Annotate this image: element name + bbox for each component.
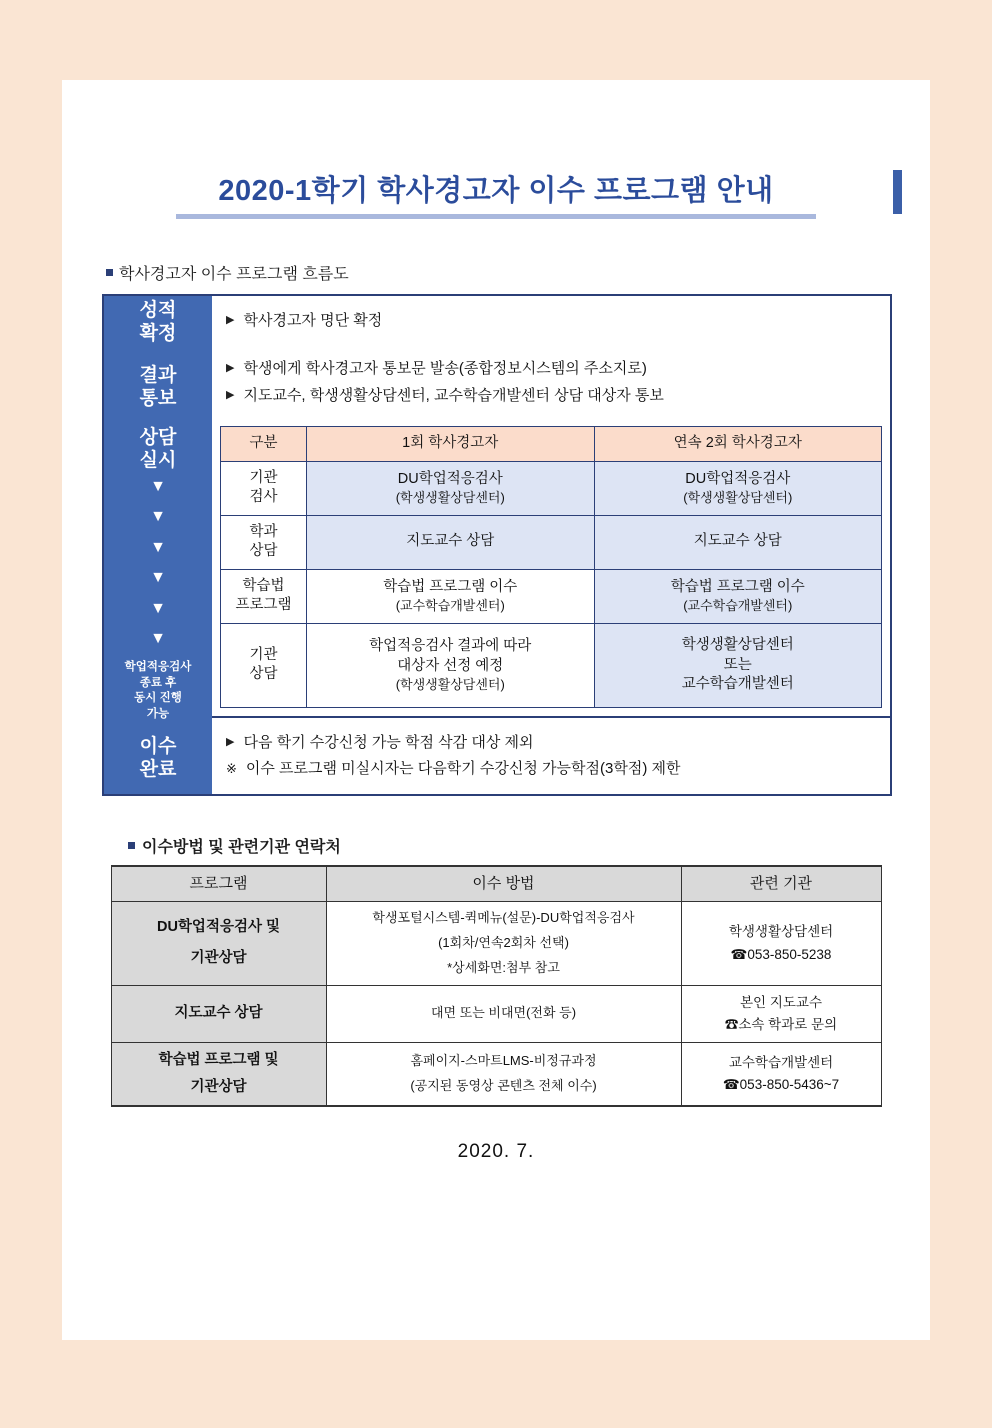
flow-bullet — [226, 730, 890, 757]
cell-program-2: 지도교수 상담 — [111, 985, 326, 1042]
section1-heading-label: 학사경고자 이수 프로그램 흐름도 — [119, 266, 349, 283]
cell-organization-1: 학생생활상담센터 ☎053-850-5238 — [681, 902, 881, 986]
flow-row-counsel-table — [212, 426, 890, 708]
flow-bullet-text: 지도교수, 학생생활상담센터, 교수학습개발센터 상담 대상자 통보 — [243, 386, 664, 404]
row-label-institution-test: 기관 검사 — [221, 461, 307, 515]
col-header-division: 구분 — [221, 427, 307, 462]
bullet-square-icon — [128, 842, 135, 849]
title-block — [102, 168, 890, 219]
title-underline — [176, 214, 816, 219]
col-header-method: 이수 방법 — [326, 866, 681, 901]
cell-method-1: 학생포털시스템-퀵메뉴(설문)-DU학업적응검사 (1회차/연속2회차 선택) *상세화면:첨부 참고 — [326, 902, 681, 986]
triangle-bullet-icon: ▶ — [226, 388, 235, 401]
flow-bullet-text: 학생에게 학사경고자 통보문 발송(종합정보시스템의 주소지로) — [243, 360, 647, 377]
flow-stage-column — [104, 296, 212, 794]
footer-date: 2020. 7. — [457, 1140, 535, 1162]
counsel-table — [220, 426, 882, 708]
table-row — [111, 985, 881, 1042]
cell-program-1: DU학업적응검사 및 기관상담 — [111, 902, 326, 986]
cell-program-3: 학습법 프로그램 및 기관상담 — [111, 1042, 326, 1106]
cell-organization-2: 본인 지도교수 ☎소속 학과로 문의 — [681, 985, 881, 1042]
flow-row-complete — [212, 716, 890, 788]
col-header-first-warning: 1회 학사경고자 — [307, 427, 595, 462]
triangle-bullet-icon: ▶ — [226, 362, 235, 374]
flow-side-note: 학업적응검사 종료 후 동시 진행 가능 — [124, 661, 192, 720]
flow-bullet-text: 학사경고자 명단 확정 — [243, 312, 383, 329]
flow-row-grade-confirm — [212, 296, 890, 348]
row-label-institution-counsel: 기관 상담 — [221, 623, 307, 707]
table-row — [221, 569, 882, 623]
triangle-bullet-icon: ▶ — [226, 735, 235, 748]
table-row — [111, 1042, 881, 1106]
flow-bullet — [226, 356, 890, 383]
cell-organization-3: 교수학습개발센터 ☎053-850-5436~7 — [681, 1042, 881, 1106]
table-header-row — [221, 427, 882, 462]
flow-bullet-text: 다음 학기 수강신청 가능 학점 삭감 대상 제외 — [243, 733, 534, 751]
section1-heading — [102, 261, 890, 284]
col-header-second-warning: 연속 2회 학사경고자 — [594, 427, 882, 462]
cell-second-department-counsel: 지도교수 상담 — [594, 515, 882, 569]
cell-first-institution-test: DU학업적응검사 (학생생활상담센터) — [307, 461, 595, 515]
cell-second-institution-counsel: 학생생활상담센터 또는 교수학습개발센터 — [594, 623, 882, 707]
table-row — [221, 515, 882, 569]
cell-second-study-program: 학습법 프로그램 이수 (교수학습개발센터) — [594, 569, 882, 623]
flow-bullet — [226, 383, 890, 410]
table-header-row — [111, 866, 881, 901]
stage-complete: 이수 완료 — [139, 736, 177, 781]
document-page — [62, 80, 930, 1340]
page-title: 2020-1학기 학사경고자 이수 프로그램 안내 — [218, 175, 774, 207]
stage-counsel: 상담 실시 — [139, 426, 177, 471]
flow-note-text: 이수 프로그램 미실시자는 다음학기 수강신청 가능학점(3학점) 제한 — [245, 760, 681, 778]
cell-method-3: 홈페이지-스마트LMS-비정규과정 (공지된 동영상 콘텐츠 전체 이수) — [326, 1042, 681, 1106]
cell-first-department-counsel: 지도교수 상담 — [307, 515, 595, 569]
flow-row-result-notice — [212, 348, 890, 426]
flow-bullet — [226, 308, 890, 335]
col-header-program: 프로그램 — [111, 866, 326, 901]
bullet-square-icon — [106, 269, 113, 276]
row-label-department-counsel: 학과 상담 — [221, 515, 307, 569]
asterisk-mark-icon: ※ — [226, 761, 237, 777]
contact-table — [111, 865, 882, 1106]
col-header-organization: 관련 기관 — [681, 866, 881, 901]
table-row — [221, 623, 882, 707]
flow-diagram — [102, 294, 892, 796]
table-row — [111, 902, 881, 986]
stage-grade-confirm: 성적 확정 — [139, 299, 177, 344]
cell-method-2: 대면 또는 비대면(전화 등) — [326, 985, 681, 1042]
table-row — [221, 461, 882, 515]
title-accent-bar — [893, 170, 902, 214]
row-label-study-program: 학습법 프로그램 — [221, 569, 307, 623]
cell-first-study-program: 학습법 프로그램 이수 (교수학습개발센터) — [307, 569, 595, 623]
triangle-bullet-icon: ▶ — [226, 314, 235, 326]
flow-content-column — [212, 296, 890, 794]
stage-result-notice: 결과 통보 — [139, 364, 177, 409]
cell-second-institution-test: DU학업적응검사 (학생생활상담센터) — [594, 461, 882, 515]
flow-note — [226, 756, 890, 783]
flow-arrows: ▼ ▼ ▼ ▼ ▼ ▼ — [150, 478, 166, 647]
section2-heading — [102, 834, 890, 857]
section2-heading-label: 이수방법 및 관련기관 연락처 — [142, 839, 341, 857]
cell-first-institution-counsel: 학업적응검사 결과에 따라 대상자 선정 예정 (학생생활상담센터) — [307, 623, 595, 707]
